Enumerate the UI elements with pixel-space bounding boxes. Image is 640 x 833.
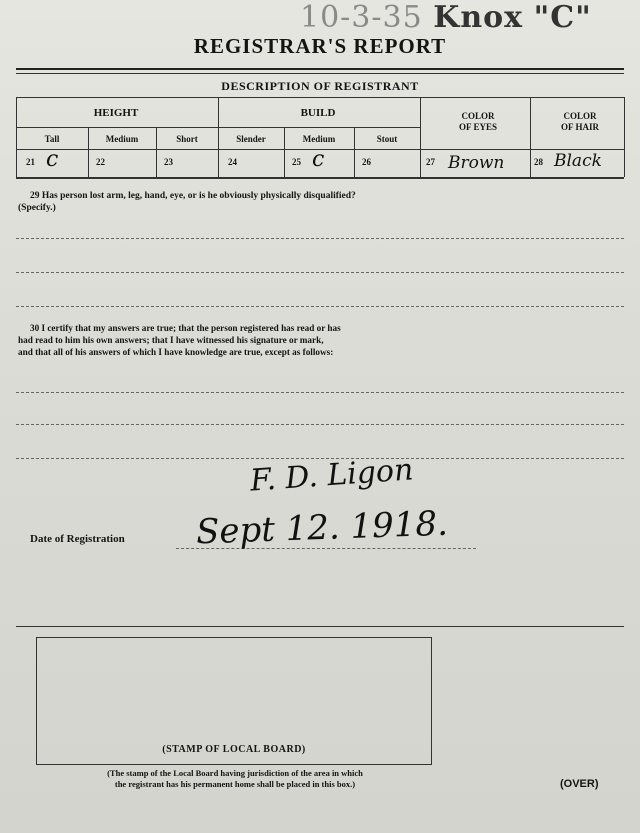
hair-color-value: Black (554, 151, 602, 171)
tall-checkmark: c (46, 147, 59, 172)
build-medium-checkmark: c (312, 147, 325, 172)
height-header: HEIGHT (93, 107, 139, 119)
stamp-box-note: (The stamp of the Local Board having jurisdiction of the area in which the registrant has his permanent home shall be placed in this box.) (107, 768, 363, 789)
field-number: 22 (96, 157, 105, 167)
field-number: 28 (534, 157, 543, 167)
eye-color-value: Brown (448, 153, 505, 173)
eyes-header: COLOR OF EYES (459, 111, 497, 132)
build-medium-label: Medium (302, 134, 336, 144)
description-title: DESCRIPTION OF REGISTRANT (221, 79, 419, 93)
page-title: REGISTRAR'S REPORT (193, 34, 447, 58)
field-number: 27 (426, 157, 435, 167)
build-stout-label: Stout (376, 134, 398, 144)
question-30: 30 I certify that my answers are true; that the person registered has read or has had read to him his own answers; that I have witnessed his signature or mark, and that all of his answers of which I have knowledge are true, except as follows: (18, 323, 341, 357)
divider (16, 73, 624, 74)
height-short-label: Short (176, 134, 198, 144)
question-29: 29 Has person lost arm, leg, hand, eye, or is he obviously physically disqualified? (Specify.) (18, 191, 356, 213)
stamp-letter: "C" (533, 0, 592, 35)
stamp-box-label: (STAMP OF LOCAL BOARD) (162, 744, 306, 755)
stamp-number: 10-3-35 (300, 0, 423, 35)
field-number: 25 (292, 157, 301, 167)
height-tall-label: Tall (44, 134, 60, 144)
build-header: BUILD (300, 107, 336, 119)
registrar-signature: F. D. Ligon (248, 452, 415, 499)
description-table (16, 97, 624, 177)
registration-date-value: Sept 12. 1918. (195, 503, 449, 553)
field-number: 24 (228, 157, 237, 167)
divider (16, 68, 624, 70)
county-stamp (300, 0, 592, 35)
height-medium-label: Medium (105, 134, 139, 144)
build-slender-label: Slender (236, 134, 266, 144)
field-number: 21 (26, 157, 35, 167)
field-number: 23 (164, 157, 173, 167)
hair-header: COLOR OF HAIR (561, 111, 599, 132)
field-number: 26 (362, 157, 371, 167)
registration-date-label: Date of Registration (30, 533, 125, 545)
over-indicator: (OVER) (560, 778, 599, 790)
stamp-county: Knox (433, 0, 524, 35)
